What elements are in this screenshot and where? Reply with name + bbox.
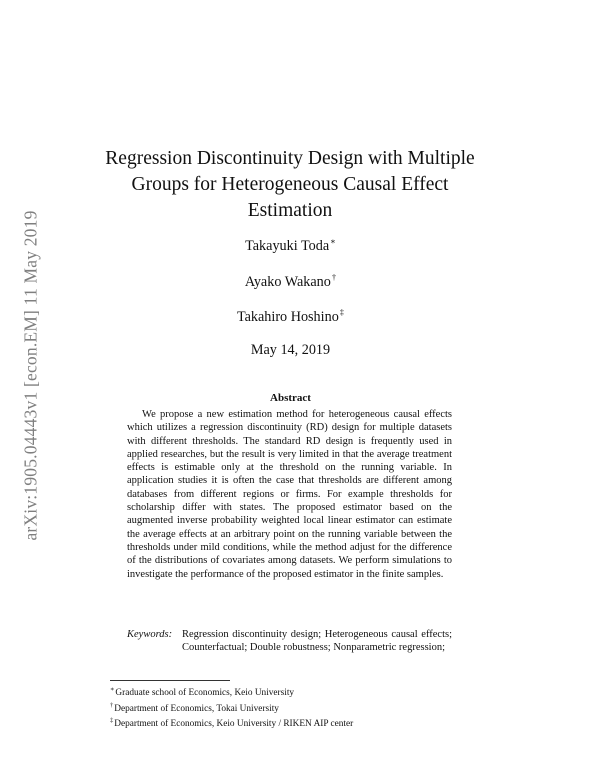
footnote-divider xyxy=(110,680,230,681)
author-1 xyxy=(0,236,581,255)
abstract-text: We propose a new estimation method for heterogeneous causal effects which utilizes a regression discontinuity (RD) design for multiple datasets with different thresholds. The standard RD design is frequently used in applied researches, but the result is very limited in that the average treatment effects is estimable only at the threshold on the running variable. In application studies it is often the case that thresholds are different among databases from different regions or firms. For example thresholds for scholarship differ with states. The proposed estimator based on the augmented inverse probability weighted local linear estimator can estimate the average effects at an arbitrary point on the running variable between the thresholds under mild conditions, while the method adjust for the difference of the distributions of covariates among datasets. We perform simulations to investigate the performance of the proposed estimator in the finite samples. xyxy=(127,409,452,580)
footnotes xyxy=(110,684,353,731)
author-footnote-mark: ∗ xyxy=(330,236,336,246)
keywords-label: Keywords: xyxy=(127,629,173,640)
footnote-1 xyxy=(110,684,353,700)
paper-title: Regression Discontinuity Design with Multiple Groups for Heterogeneous Causal Effect Estimation xyxy=(105,148,475,221)
author-footnote-mark: † xyxy=(331,272,337,282)
footnote-text: Department of Economics, Keio University / RIKEN AIP center xyxy=(114,719,354,729)
arxiv-identifier-text: arXiv:1905.04443v1 [econ.EM] 11 May 2019 xyxy=(20,209,41,541)
author-name: Takahiro Hoshino xyxy=(236,309,339,325)
author-3 xyxy=(0,307,581,326)
author-2 xyxy=(0,272,581,291)
footnote-text: Graduate school of Economics, Keio University xyxy=(115,688,295,698)
footnote-3 xyxy=(110,715,353,731)
author-name: Takayuki Toda xyxy=(245,238,330,254)
footnote-text: Department of Economics, Tokai University xyxy=(114,703,279,714)
footnote-mark: ‡ xyxy=(110,717,114,724)
author-footnote-mark: ‡ xyxy=(339,307,345,317)
keywords-text: Regression discontinuity design; Heterogeneous causal effects; Counterfactual; Double robustness; Nonparametric regression; xyxy=(182,629,452,654)
abstract-heading: Abstract xyxy=(270,392,311,404)
author-name: Ayako Wakano xyxy=(244,274,331,290)
keywords-block xyxy=(127,628,452,655)
footnote-mark: † xyxy=(110,701,114,709)
footnote-2 xyxy=(110,700,353,716)
footnote-mark: ∗ xyxy=(110,686,115,693)
publication-date: May 14, 2019 xyxy=(250,342,331,358)
